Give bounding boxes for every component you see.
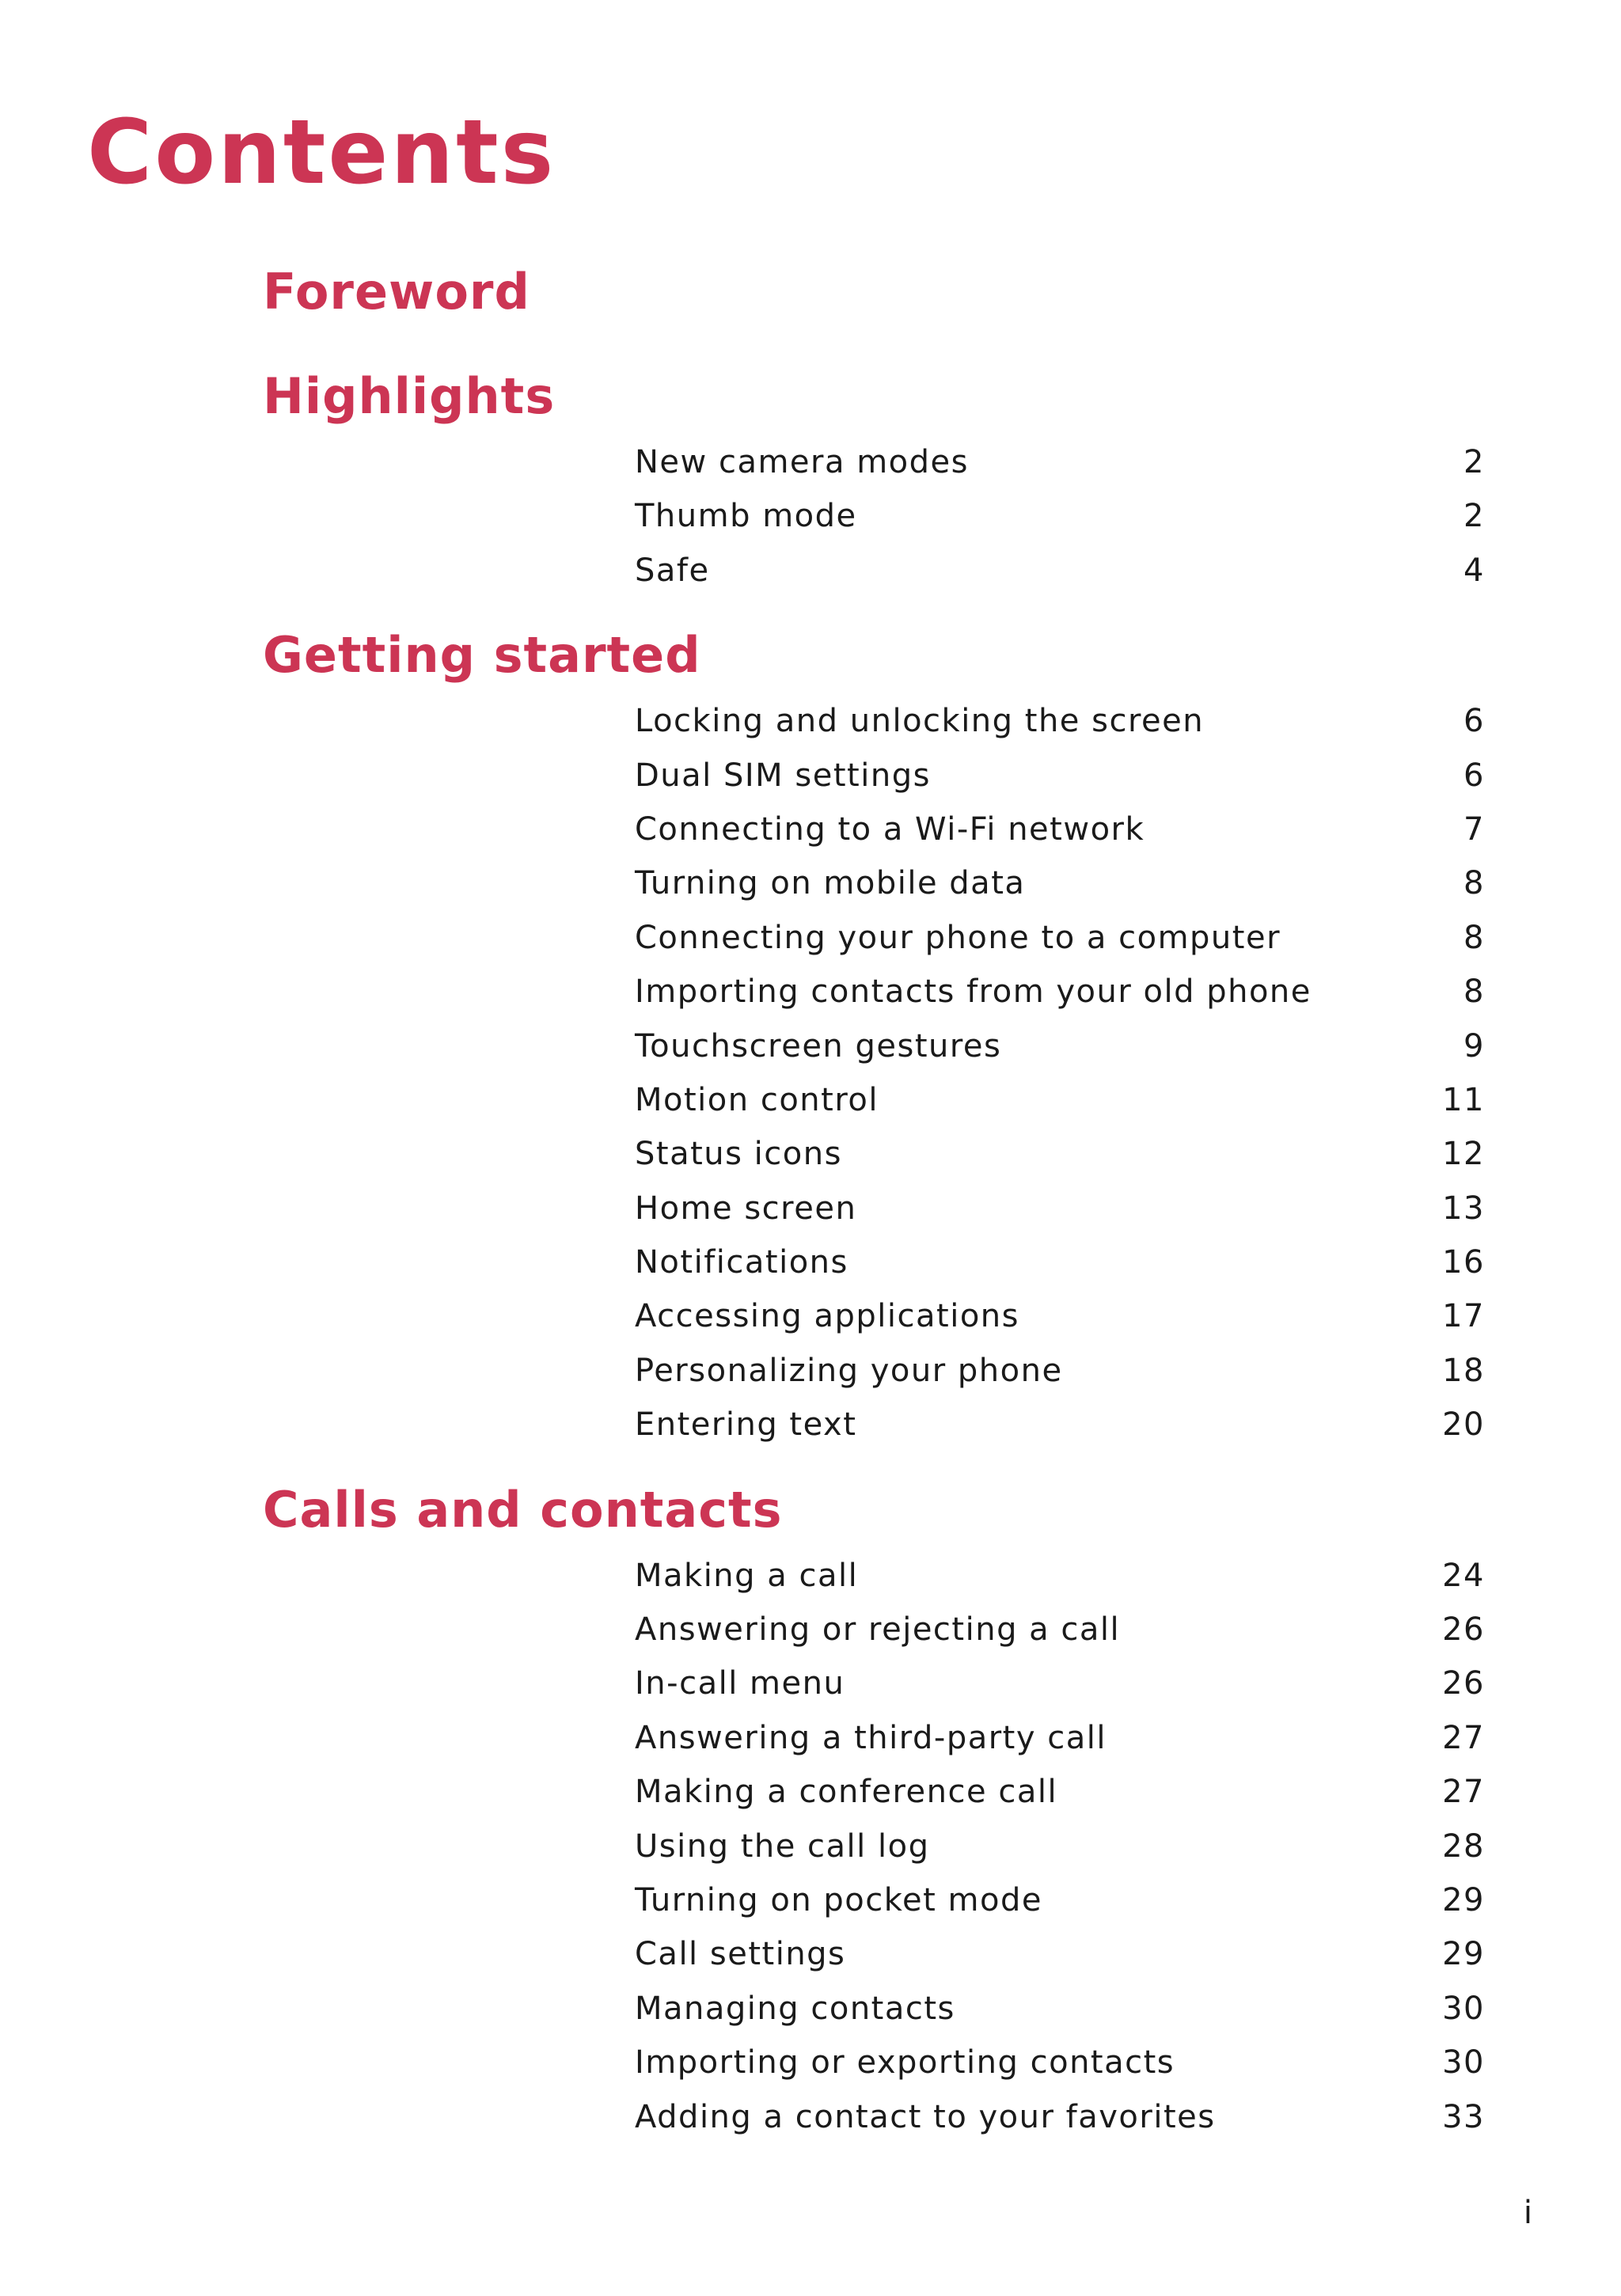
- toc-entry-page-number: 20: [1442, 1406, 1485, 1444]
- toc-entry-title: Answering or rejecting a call: [635, 1611, 1121, 1649]
- toc-entry-title: Notifications: [635, 1244, 848, 1281]
- toc-entry[interactable]: [0, 1019, 1621, 1073]
- toc-entry[interactable]: [0, 435, 1621, 489]
- section-heading-link[interactable]: Getting started: [263, 626, 701, 685]
- page-number: i: [1523, 2195, 1532, 2231]
- toc-entry[interactable]: [0, 911, 1621, 965]
- toc-entry-title: Turning on mobile data: [635, 865, 1026, 902]
- toc-entry-page-number: 27: [1442, 1719, 1485, 1756]
- toc-entry-page-number: 17: [1442, 1298, 1485, 1335]
- toc-section: [0, 253, 1621, 331]
- toc-entry-title: Dual SIM settings: [635, 757, 931, 794]
- toc-entry[interactable]: [0, 1873, 1621, 1927]
- toc-entry-page-number: 9: [1463, 1027, 1485, 1065]
- toc-entry-title: Touchscreen gestures: [635, 1027, 1002, 1065]
- toc-section: [0, 1471, 1621, 2163]
- toc-entry-title: Using the call log: [635, 1827, 930, 1865]
- toc-entry[interactable]: [0, 1711, 1621, 1765]
- toc-entry[interactable]: [0, 489, 1621, 543]
- toc-entry[interactable]: [0, 1344, 1621, 1398]
- toc-entry-title: Accessing applications: [635, 1298, 1019, 1335]
- toc-entry[interactable]: [0, 965, 1621, 1019]
- toc-entry[interactable]: [0, 1182, 1621, 1235]
- toc-section: [0, 617, 1621, 1471]
- toc-entry[interactable]: [0, 1398, 1621, 1452]
- toc-entry-page-number: 11: [1442, 1081, 1485, 1118]
- toc-entry[interactable]: [0, 1927, 1621, 1981]
- toc-entry[interactable]: [0, 1603, 1621, 1657]
- toc-entry[interactable]: [0, 1127, 1621, 1181]
- toc-entry[interactable]: [0, 2090, 1621, 2144]
- toc-entry-page-number: 8: [1463, 973, 1485, 1011]
- toc-entry[interactable]: [0, 1549, 1621, 1603]
- toc-entry-page-number: 12: [1442, 1136, 1485, 1173]
- toc-entry[interactable]: [0, 1289, 1621, 1343]
- section-heading-link[interactable]: Foreword: [263, 263, 530, 321]
- toc-entry-page-number: 18: [1442, 1352, 1485, 1389]
- toc-entry[interactable]: [0, 544, 1621, 598]
- toc-entry-page-number: 28: [1442, 1827, 1485, 1865]
- section-heading-link[interactable]: Calls and contacts: [263, 1480, 783, 1539]
- section-heading-link[interactable]: Highlights: [263, 367, 556, 425]
- toc-section: [0, 358, 1621, 617]
- toc-entry-title: Connecting your phone to a computer: [635, 919, 1281, 956]
- toc-entry-page-number: 8: [1463, 919, 1485, 956]
- toc-entry-title: Motion control: [635, 1081, 879, 1118]
- toc-entry-page-number: 8: [1463, 865, 1485, 902]
- toc-entry-title: Entering text: [635, 1406, 857, 1444]
- toc-entry[interactable]: [0, 856, 1621, 910]
- toc-entry-page-number: 7: [1463, 810, 1485, 848]
- toc-entry-page-number: 2: [1463, 498, 1485, 535]
- toc-entry-title: In-call menu: [635, 1665, 845, 1702]
- toc-entry-page-number: 13: [1442, 1190, 1485, 1227]
- toc-entry-page-number: 24: [1442, 1557, 1485, 1594]
- toc-entry-title: Home screen: [635, 1190, 857, 1227]
- toc-entry-title: Status icons: [635, 1136, 842, 1173]
- toc-entry-page-number: 26: [1442, 1611, 1485, 1649]
- toc-entry-title: Importing contacts from your old phone: [635, 973, 1312, 1011]
- toc-entry-page-number: 16: [1442, 1244, 1485, 1281]
- toc-entry-title: New camera modes: [635, 444, 969, 480]
- toc-entry[interactable]: [0, 1820, 1621, 1873]
- toc-entry[interactable]: [0, 1235, 1621, 1289]
- toc-entry-page-number: 27: [1442, 1774, 1485, 1811]
- toc-entry[interactable]: [0, 2036, 1621, 2089]
- toc-entry-title: Answering a third-party call: [635, 1719, 1107, 1756]
- toc-entry-title: Personalizing your phone: [635, 1352, 1063, 1389]
- toc-entry[interactable]: [0, 694, 1621, 748]
- toc-entry-page-number: 6: [1463, 703, 1485, 740]
- toc-entry-list: [0, 694, 1621, 1471]
- toc-entry-page-number: 33: [1442, 2098, 1485, 2135]
- page-title: Contents: [87, 101, 556, 204]
- toc-entry-page-number: 2: [1463, 444, 1485, 480]
- toc-entry-title: Thumb mode: [635, 498, 857, 535]
- toc-entry[interactable]: [0, 749, 1621, 803]
- table-of-contents: [0, 253, 1621, 2163]
- toc-entry-page-number: 26: [1442, 1665, 1485, 1702]
- toc-entry-title: Making a conference call: [635, 1774, 1058, 1811]
- toc-entry[interactable]: [0, 1982, 1621, 2036]
- toc-entry-list: [0, 1549, 1621, 2163]
- toc-entry[interactable]: [0, 1657, 1621, 1710]
- toc-entry-page-number: 30: [1442, 2044, 1485, 2082]
- toc-entry-title: Connecting to a Wi-Fi network: [635, 810, 1145, 848]
- toc-entry[interactable]: [0, 803, 1621, 856]
- toc-entry-title: Importing or exporting contacts: [635, 2044, 1175, 2082]
- toc-entry-page-number: 4: [1463, 552, 1485, 589]
- toc-entry-title: Turning on pocket mode: [635, 1881, 1042, 1918]
- toc-entry[interactable]: [0, 1765, 1621, 1819]
- toc-entry-title: Locking and unlocking the screen: [635, 703, 1205, 740]
- toc-entry-title: Adding a contact to your favorites: [635, 2098, 1216, 2135]
- toc-entry-page-number: 6: [1463, 757, 1485, 794]
- toc-entry-list: [0, 435, 1621, 617]
- toc-entry-title: Safe: [635, 552, 710, 589]
- toc-entry[interactable]: [0, 1073, 1621, 1127]
- toc-entry-page-number: 29: [1442, 1936, 1485, 1973]
- toc-entry-page-number: 29: [1442, 1881, 1485, 1918]
- toc-entry-page-number: 30: [1442, 1990, 1485, 2027]
- toc-entry-title: Call settings: [635, 1936, 846, 1973]
- toc-entry-title: Managing contacts: [635, 1990, 955, 2027]
- toc-entry-title: Making a call: [635, 1557, 859, 1594]
